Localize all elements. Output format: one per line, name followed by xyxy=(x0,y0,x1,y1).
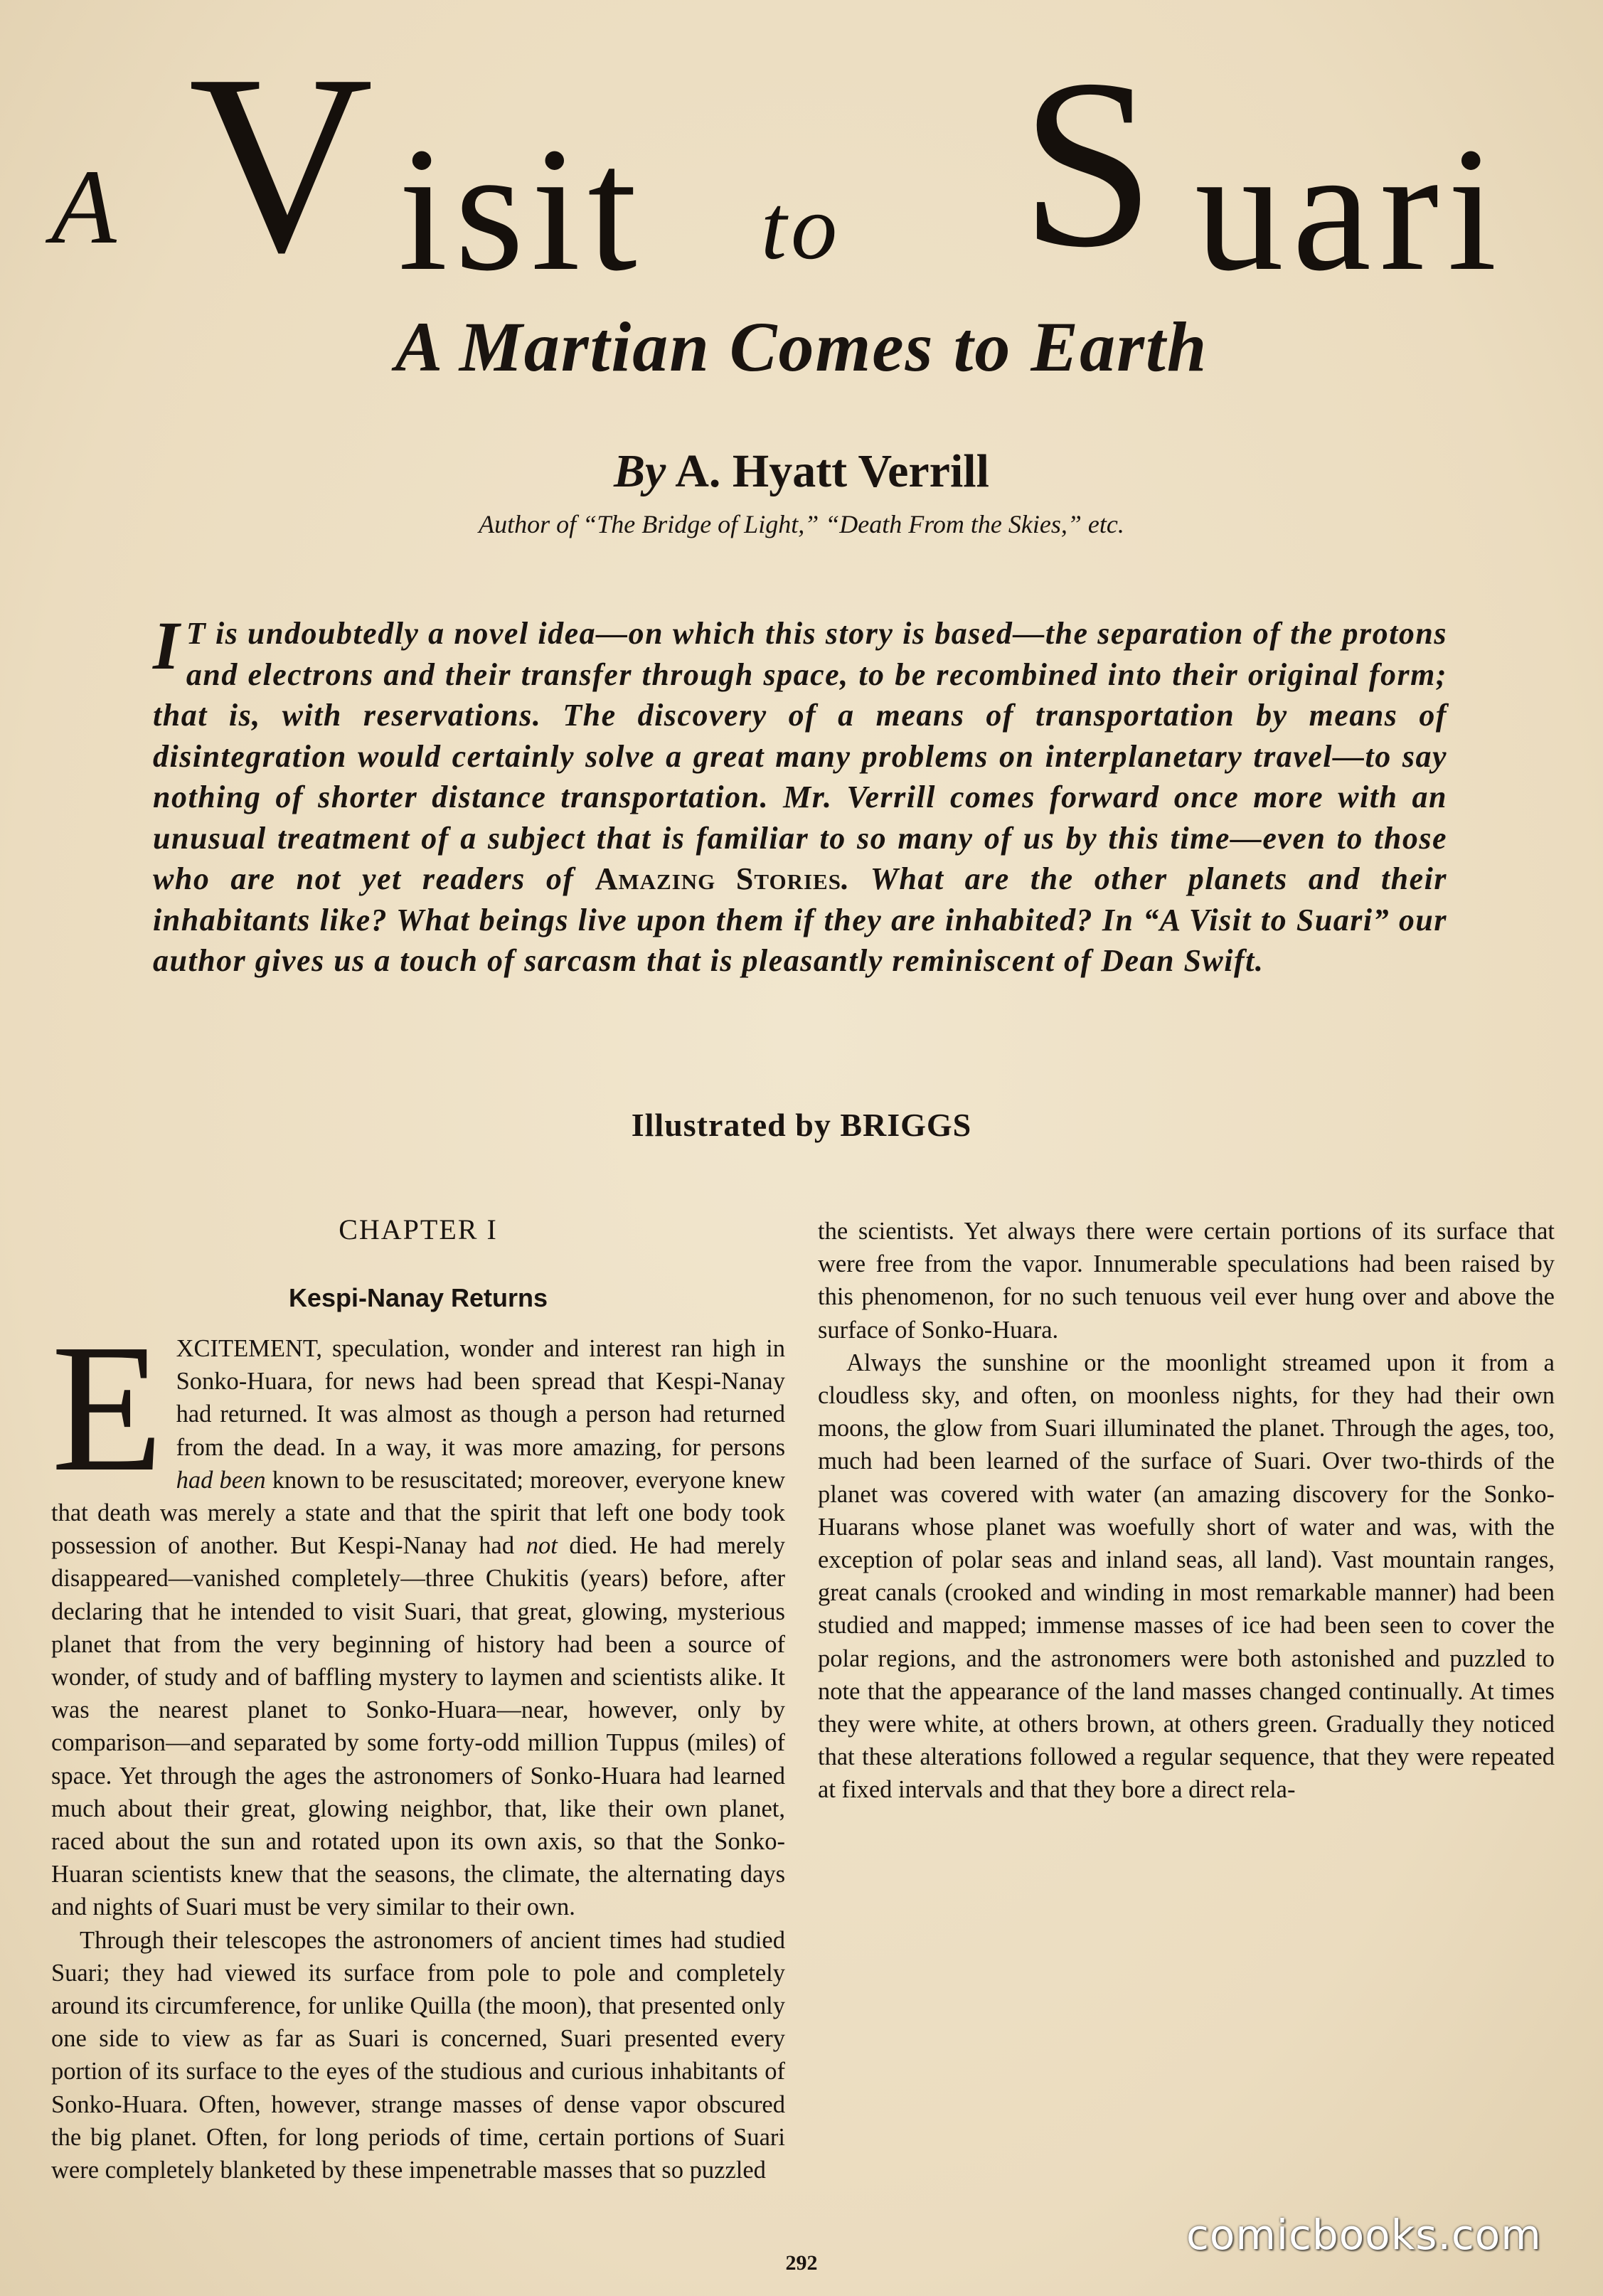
author-credits: Author of “The Bridge of Light,” “Death From the Skies,” etc. xyxy=(479,510,1124,538)
title-isit: isit xyxy=(398,111,644,308)
title-to: to xyxy=(761,176,842,279)
byline-author: A. Hyatt Verrill xyxy=(675,445,989,497)
title-s: S xyxy=(1021,29,1156,297)
paragraph-1-em-2: not xyxy=(526,1532,558,1560)
column-right xyxy=(818,1215,1555,1807)
paragraph-1-a: XCITEMENT, speculation, wonder and interest ran high in Sonko-Huara, for news had been spread that Kespi-Nanay had returned. It was almost as though a person had returned from the dead. In a way, it was more amazing, for persons xyxy=(176,1335,785,1461)
title-a: A xyxy=(51,148,117,266)
site-watermark: comicbooks.com xyxy=(1186,2211,1542,2259)
title-v: V xyxy=(188,21,373,305)
intro-magazine-name: Amazing Stories xyxy=(595,861,841,896)
paragraph-1 xyxy=(51,1306,785,1924)
intro-drop-cap: I xyxy=(153,607,181,684)
body-drop-cap: E xyxy=(51,1306,164,1509)
illustrator-credit: Illustrated by BRIGGS xyxy=(631,1107,972,1143)
intro-text-1: T is undoubtedly a novel idea—on which this story is based—the separation of the protons and electrons and their transfer through space, to be recombined into their original form; that is, with reservations. The discovery of a means of transportation by means of disintegration would certainly solve a great many problems on interplanetary travel—to say nothing of shorter distance transportation. Mr. Verrill comes forward once more with an unusual treatment of a subject that is familiar to so many of us by this time—even to those who are not yet readers of xyxy=(153,616,1447,896)
page-number: 292 xyxy=(785,2251,818,2275)
paragraph-2-continued: the scientists. Yet always there were certain portions of its surface that were free from the vapor. Innumerable speculations had been raised by this phenomenon, for no such tenuous veil ever hung over and above the surface of Sonko-Huara. xyxy=(818,1218,1555,1344)
paragraph-1-b: known to be resuscitated; moreover, everyone knew that death was merely a state and that the spirit that left one body took possession of another. But Kespi-Nanay had xyxy=(51,1466,785,1560)
intro-blurb xyxy=(153,607,1448,982)
title-uari: uari xyxy=(1195,111,1506,308)
chapter-subheading: Kespi-Nanay Returns xyxy=(288,1283,548,1312)
story-title xyxy=(43,21,1565,308)
paragraph-1-c: died. He had merely disappeared—vanished completely—three Chukitis (years) before, after declaring that he intended to visit Suari, that great, glowing, mysterious planet that from the very beginning of history had been a source of wonder, of study and of baffling mystery to laymen and scientists alike. It was the nearest planet to Sonko-Huara—near, however, only by comparison—and separated by some forty-odd million Tuppus (miles) of space. Yet through the ages the astronomers of Sonko-Huara had learned much about their great, glowing neighbor, that, like their own planet, raced about the sun and rotated upon its own axis, so that the Sonko-Huaran scientists knew that the seasons, the climate, the alternating days and nights of Suari must be very similar to their own. xyxy=(51,1532,785,1921)
paragraph-3: Always the sunshine or the moonlight streamed upon it from a cloudless sky, and often, on moonless nights, for they had their own moons, the glow from Suari illuminated the planet. Through the ages, too, much had been learned of the surface of Suari. Over two-thirds of the planet was covered with water (an amazing discovery for the Sonko-Huarans whose planet was woefully short of water and was, with the exception of polar seas and inland seas, all land). Vast mountain ranges, great canals (crooked and winding in most remarkable manner) had been studied and mapped; immense masses of ice had been seen to cover the polar regions, and the astronomers were both astonished and puzzled to note that the appearance of the land masses changed continually. At times they were white, at others brown, at others green. Gradually they noticed that these alterations followed a regular sequence, that they were repeated at fixed intervals and that they bore a direct rela- xyxy=(818,1349,1555,1804)
story-subtitle: A Martian Comes to Earth xyxy=(395,307,1208,386)
paragraph-2: Through their telescopes the astronomers of ancient times had studied Suari; they had viewed its surface from pole to pole and completely around its circumference, for unlike Quilla (the moon), that presented only one side to view as far as Suari is concerned, Suari presented every portion of its surface to the eyes of the studious and curious inhabitants of Sonko-Huara. Often, however, strange masses of dense vapor obscured the big planet. Often, for long periods of time, certain portions of Suari were completely blanketed by these impenetrable masses that so puzzled xyxy=(51,1926,785,2184)
column-left xyxy=(51,1213,785,2186)
byline xyxy=(0,445,1603,499)
intro-text-2: . What are the other planets and their inhabitants like? What beings live upon them if they are inhabited? In “A Visit to Suari” our author gives us a touch of sarcasm that is pleasantly reminiscent of Dean Swift. xyxy=(153,861,1448,978)
byline-by: By xyxy=(614,445,666,497)
chapter-heading: CHAPTER I xyxy=(339,1213,498,1245)
paragraph-1-em-1: had been xyxy=(176,1466,266,1494)
